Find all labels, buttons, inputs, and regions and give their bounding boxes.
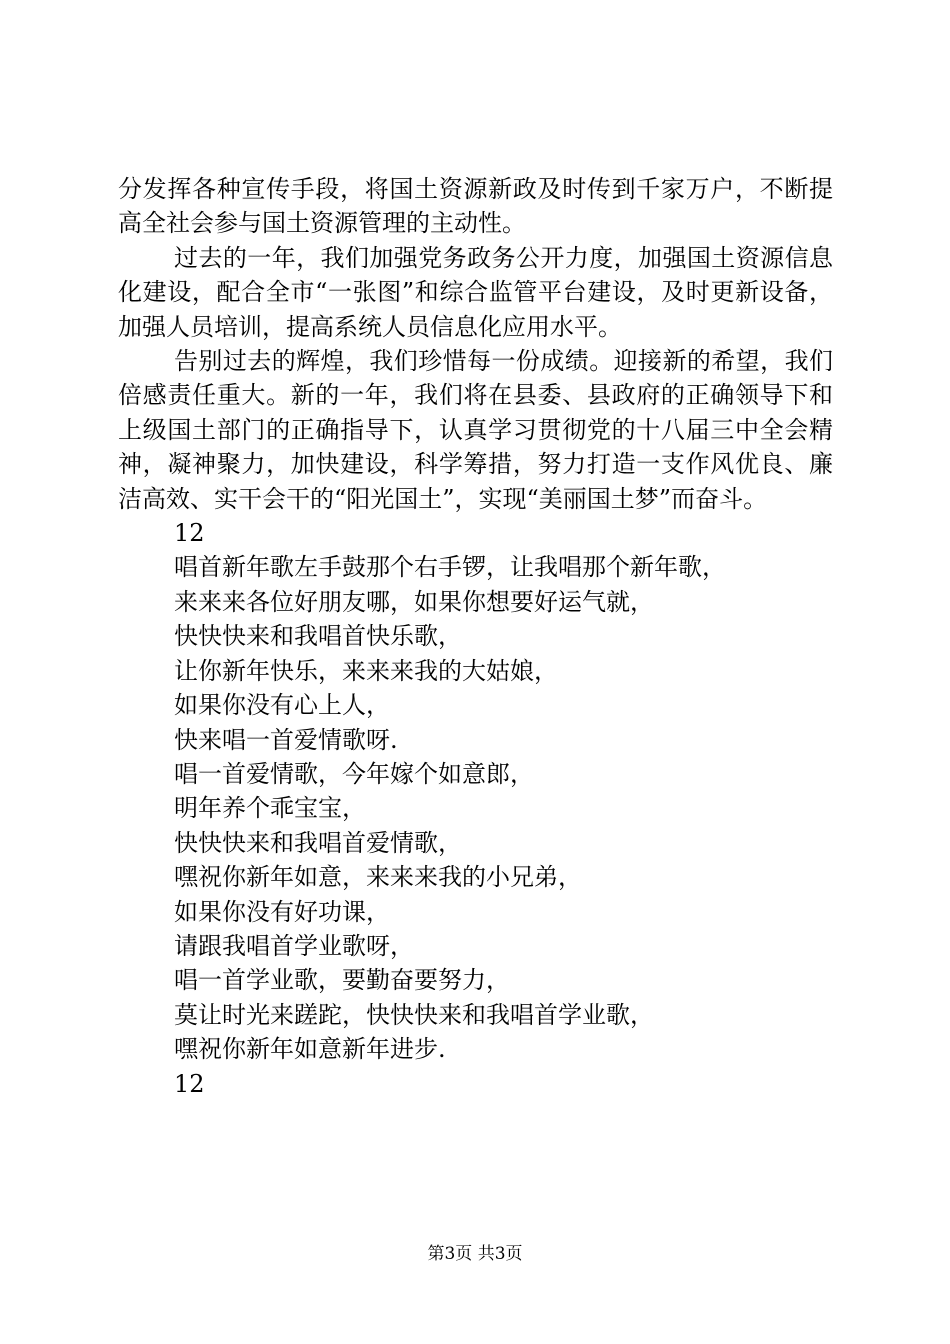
paragraph-2: 过去的一年，我们加强党务政务公开力度，加强国土资源信息化建设，配合全市“一张图”和综合监管平台建设，及时更新设备，加强人员培训，提高系统人员信息化应用水平。 [118, 243, 833, 341]
document-body [118, 172, 833, 1101]
song-line: 12 [174, 519, 205, 548]
song-line: 唱一首爱情歌，今年嫁个如意郎， [174, 759, 534, 788]
page-footer: 第3页 共3页 [427, 1244, 523, 1264]
song-line: 莫让时光来蹉跎，快快快来和我唱首学业歌， [174, 1000, 654, 1029]
song-line: 请跟我唱首学业歌呀， [174, 931, 414, 960]
paragraph-3: 告别过去的辉煌，我们珍惜每一份成绩。迎接新的希望，我们倍感责任重大。新的一年，我们将在县委、县政府的正确领导下和上级国土部门的正确指导下，认真学习贯彻党的十八届三中全会精神，凝神聚力，加快建设，科学筹措，努力打造一支作风优良、廉洁高效、实干会干的“阳光国土”，实现“美丽国土梦”而奋斗。 [118, 347, 833, 513]
song-line: 如果你没有心上人， [174, 691, 390, 720]
song-line: 快快快来和我唱首爱情歌， [174, 828, 462, 857]
song-line: 快快快来和我唱首快乐歌， [174, 622, 462, 651]
song-lyrics [118, 516, 833, 1101]
song-line: 唱一首学业歌，要勤奋要努力， [174, 966, 510, 995]
song-line: 明年养个乖宝宝， [174, 794, 366, 823]
song-line: 嘿祝你新年如意新年进步. [174, 1035, 446, 1064]
song-line: 来来来各位好朋友哪，如果你想要好运气就， [174, 587, 654, 616]
song-line: 唱首新年歌左手鼓那个右手锣，让我唱那个新年歌， [174, 553, 726, 582]
song-line: 12 [174, 1069, 205, 1098]
song-line: 让你新年快乐，来来来我的大姑娘， [174, 656, 558, 685]
paragraph-1: 分发挥各种宣传手段，将国土资源新政及时传到千家万户，不断提高全社会参与国土资源管理的主动性。 [118, 175, 833, 238]
song-line: 快来唱一首爱情歌呀. [174, 725, 398, 754]
song-line: 如果你没有好功课， [174, 897, 390, 926]
song-line: 嘿祝你新年如意，来来来我的小兄弟， [174, 863, 582, 892]
